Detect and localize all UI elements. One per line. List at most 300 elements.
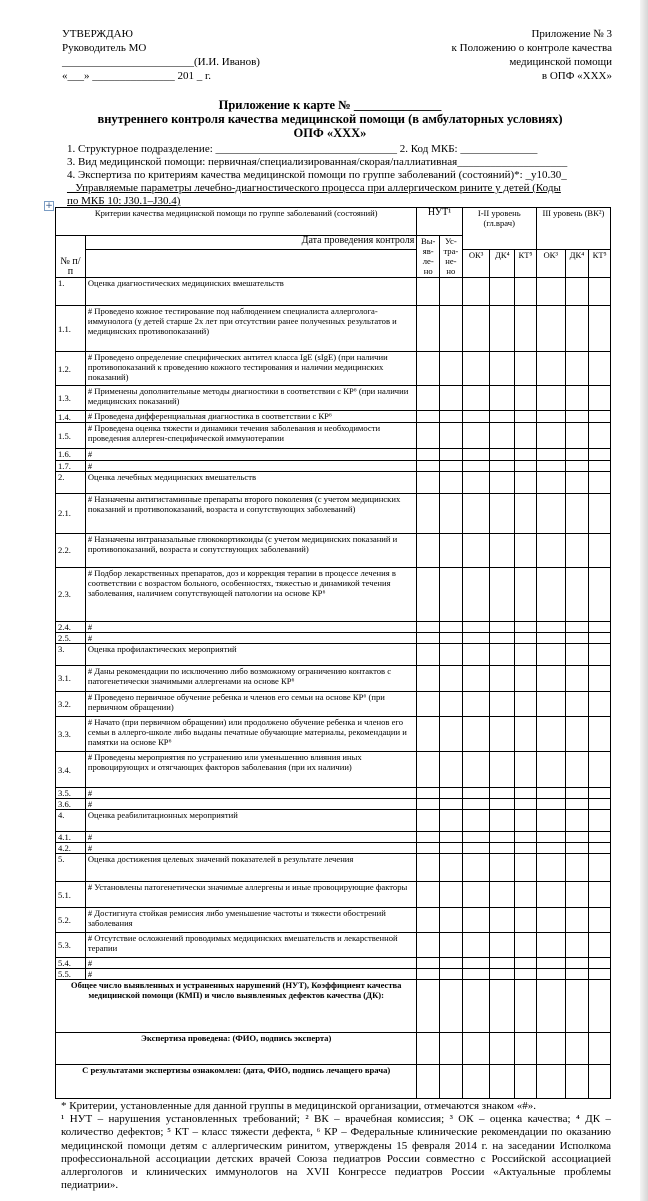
row-number: 2.2. (56, 533, 86, 567)
mark-cell[interactable] (490, 832, 515, 843)
mark-cell[interactable] (490, 1064, 515, 1098)
mark-cell[interactable] (490, 423, 515, 449)
mark-cell[interactable] (515, 843, 537, 854)
mark-cell[interactable] (462, 460, 490, 471)
mark-cell[interactable] (462, 352, 490, 386)
mark-cell[interactable] (490, 632, 515, 643)
criteria-header: Критерии качества медицинской помощи по группе заболеваний (состояний) (56, 208, 417, 236)
mark-cell[interactable] (440, 449, 463, 460)
mark-cell[interactable] (490, 471, 515, 493)
mark-cell[interactable] (440, 691, 463, 716)
mark-cell[interactable] (565, 691, 589, 716)
mark-cell[interactable] (565, 1064, 589, 1098)
mark-cell[interactable] (490, 691, 515, 716)
mark-cell[interactable] (515, 980, 537, 1032)
mark-cell[interactable] (462, 810, 490, 832)
mark-cell[interactable] (565, 958, 589, 969)
mark-cell[interactable] (440, 958, 463, 969)
mark-cell[interactable] (417, 471, 440, 493)
mark-cell[interactable] (440, 716, 463, 751)
mark-cell[interactable] (536, 980, 565, 1032)
mark-cell[interactable] (565, 306, 589, 352)
row-number: 3.1. (56, 665, 86, 691)
mark-cell[interactable] (589, 933, 611, 958)
mark-cell[interactable] (440, 933, 463, 958)
mark-cell[interactable] (440, 386, 463, 411)
mark-cell[interactable] (417, 386, 440, 411)
mark-cell[interactable] (536, 632, 565, 643)
mark-cell[interactable] (565, 278, 589, 306)
mark-cell[interactable] (565, 665, 589, 691)
mark-cell[interactable] (417, 1032, 440, 1064)
mark-cell[interactable] (589, 449, 611, 460)
mark-cell[interactable] (417, 493, 440, 533)
mark-cell[interactable] (462, 1032, 490, 1064)
mark-cell[interactable] (462, 933, 490, 958)
mark-cell[interactable] (536, 958, 565, 969)
mark-cell[interactable] (417, 533, 440, 567)
mark-cell[interactable] (440, 460, 463, 471)
mark-cell[interactable] (462, 423, 490, 449)
mark-cell[interactable] (462, 854, 490, 882)
row-number: 1.1. (56, 306, 86, 352)
mark-cell[interactable] (515, 799, 537, 810)
mark-cell[interactable] (490, 278, 515, 306)
mark-cell[interactable] (589, 471, 611, 493)
mark-cell[interactable] (565, 854, 589, 882)
mark-cell[interactable] (565, 567, 589, 621)
mark-cell[interactable] (565, 832, 589, 843)
mark-cell[interactable] (515, 567, 537, 621)
section-title: Оценка реабилитационных мероприятий (85, 810, 417, 832)
mark-cell[interactable] (490, 752, 515, 788)
mark-cell[interactable] (589, 843, 611, 854)
mark-cell[interactable] (417, 969, 440, 980)
mark-cell[interactable] (565, 1032, 589, 1064)
mark-cell[interactable] (515, 493, 537, 533)
mark-cell[interactable] (462, 567, 490, 621)
criteria-row (56, 908, 611, 933)
mark-cell[interactable] (536, 493, 565, 533)
mark-cell[interactable] (536, 1032, 565, 1064)
mark-cell[interactable] (417, 958, 440, 969)
mark-cell[interactable] (490, 567, 515, 621)
mark-cell[interactable] (440, 567, 463, 621)
mark-cell[interactable] (536, 567, 565, 621)
mark-cell[interactable] (589, 278, 611, 306)
mark-cell[interactable] (417, 933, 440, 958)
mark-cell[interactable] (417, 621, 440, 632)
mark-cell[interactable] (589, 1064, 611, 1098)
mark-cell[interactable] (565, 843, 589, 854)
mark-cell[interactable] (440, 632, 463, 643)
mark-cell[interactable] (515, 1032, 537, 1064)
mark-cell[interactable] (589, 832, 611, 843)
mark-cell[interactable] (589, 882, 611, 908)
row-number: 2.4. (56, 621, 86, 632)
mark-cell[interactable] (462, 788, 490, 799)
mark-cell[interactable] (440, 788, 463, 799)
mark-cell[interactable] (536, 423, 565, 449)
mark-cell[interactable] (490, 716, 515, 751)
mark-cell[interactable] (565, 423, 589, 449)
mark-cell[interactable] (440, 980, 463, 1032)
mark-cell[interactable] (490, 411, 515, 423)
mark-cell[interactable] (440, 799, 463, 810)
mark-cell[interactable] (417, 854, 440, 882)
mark-cell[interactable] (440, 493, 463, 533)
mark-cell[interactable] (515, 969, 537, 980)
mark-cell[interactable] (490, 460, 515, 471)
criterion-text: # (85, 958, 417, 969)
mark-cell[interactable] (440, 471, 463, 493)
mark-cell[interactable] (515, 788, 537, 799)
mark-cell[interactable] (462, 958, 490, 969)
criterion-text: # (85, 449, 417, 460)
mark-cell[interactable] (490, 882, 515, 908)
mark-cell[interactable] (565, 493, 589, 533)
mark-cell[interactable] (490, 386, 515, 411)
mark-cell[interactable] (440, 621, 463, 632)
mark-cell[interactable] (440, 423, 463, 449)
mark-cell[interactable] (417, 643, 440, 665)
mark-cell[interactable] (462, 882, 490, 908)
mark-cell[interactable] (515, 306, 537, 352)
mark-cell[interactable] (462, 980, 490, 1032)
mark-cell[interactable] (462, 386, 490, 411)
mark-cell[interactable] (565, 643, 589, 665)
mark-cell[interactable] (589, 460, 611, 471)
summary-total: Общее число выявленных и устраненных нарушений (НУТ), Коэффициент качества медицинской помощи (КМП) и число выявленных дефектов качества (ДК): (56, 980, 417, 1032)
mark-cell[interactable] (515, 386, 537, 411)
mark-cell[interactable] (565, 788, 589, 799)
mark-cell[interactable] (417, 832, 440, 843)
mark-cell[interactable] (589, 788, 611, 799)
mark-cell[interactable] (462, 411, 490, 423)
mark-cell[interactable] (515, 810, 537, 832)
mark-cell[interactable] (462, 621, 490, 632)
mark-cell[interactable] (536, 665, 565, 691)
mark-cell[interactable] (490, 643, 515, 665)
mark-cell[interactable] (417, 567, 440, 621)
row-number: 3.5. (56, 788, 86, 799)
row-number: 5. (56, 854, 86, 882)
mark-cell[interactable] (490, 788, 515, 799)
criterion-text: # (85, 832, 417, 843)
criterion-text: # (85, 843, 417, 854)
mark-cell[interactable] (589, 1032, 611, 1064)
mark-cell[interactable] (565, 799, 589, 810)
mark-cell[interactable] (565, 411, 589, 423)
mark-cell[interactable] (440, 908, 463, 933)
mark-cell[interactable] (565, 882, 589, 908)
mark-cell[interactable] (565, 352, 589, 386)
mark-cell[interactable] (536, 882, 565, 908)
mark-cell[interactable] (536, 278, 565, 306)
mark-cell[interactable] (589, 958, 611, 969)
mark-cell[interactable] (490, 533, 515, 567)
mark-cell[interactable] (417, 306, 440, 352)
mark-cell[interactable] (490, 854, 515, 882)
mark-cell[interactable] (536, 533, 565, 567)
mark-cell[interactable] (462, 632, 490, 643)
date-line: «___» _______________ 201 _ г. (62, 70, 212, 82)
mark-cell[interactable] (490, 799, 515, 810)
mark-cell[interactable] (589, 799, 611, 810)
mark-cell[interactable] (536, 411, 565, 423)
mark-cell[interactable] (417, 665, 440, 691)
mark-cell[interactable] (462, 306, 490, 352)
mark-cell[interactable] (462, 752, 490, 788)
criteria-row (56, 958, 611, 969)
mark-cell[interactable] (515, 621, 537, 632)
mark-cell[interactable] (536, 843, 565, 854)
mark-cell[interactable] (490, 958, 515, 969)
mark-cell[interactable] (417, 882, 440, 908)
mark-cell[interactable] (462, 716, 490, 751)
mark-cell[interactable] (589, 567, 611, 621)
mark-cell[interactable] (462, 832, 490, 843)
mark-cell[interactable] (589, 306, 611, 352)
mark-cell[interactable] (536, 969, 565, 980)
mark-cell[interactable] (440, 352, 463, 386)
mark-cell[interactable] (565, 810, 589, 832)
mark-cell[interactable] (515, 882, 537, 908)
summary-total-row (56, 980, 611, 1032)
mark-cell[interactable] (589, 752, 611, 788)
mark-cell[interactable] (565, 533, 589, 567)
approval-block (62, 27, 260, 83)
mark-cell[interactable] (440, 411, 463, 423)
mark-cell[interactable] (462, 278, 490, 306)
mark-cell[interactable] (417, 788, 440, 799)
mark-cell[interactable] (490, 352, 515, 386)
mark-cell[interactable] (490, 933, 515, 958)
mark-cell[interactable] (565, 386, 589, 411)
mark-cell[interactable] (490, 306, 515, 352)
detected-header: Вы-яв-ле-но (417, 236, 440, 278)
mark-cell[interactable] (440, 854, 463, 882)
mark-cell[interactable] (462, 691, 490, 716)
criteria-row (56, 882, 611, 908)
mark-cell[interactable] (417, 278, 440, 306)
mark-cell[interactable] (462, 969, 490, 980)
mark-cell[interactable] (417, 752, 440, 788)
mark-cell[interactable] (417, 691, 440, 716)
window-edge (640, 0, 648, 1201)
mark-cell[interactable] (515, 958, 537, 969)
mark-cell[interactable] (440, 843, 463, 854)
row-number: 1.6. (56, 449, 86, 460)
mark-cell[interactable] (515, 533, 537, 567)
mark-cell[interactable] (565, 632, 589, 643)
mark-cell[interactable] (462, 533, 490, 567)
section-row (56, 854, 611, 882)
kt-header-1: КТ⁵ (515, 250, 537, 278)
mark-cell[interactable] (515, 411, 537, 423)
mark-cell[interactable] (440, 882, 463, 908)
mark-cell[interactable] (589, 632, 611, 643)
mark-cell[interactable] (417, 449, 440, 460)
mark-cell[interactable] (515, 449, 537, 460)
mark-cell[interactable] (417, 980, 440, 1032)
mark-cell[interactable] (417, 843, 440, 854)
mark-cell[interactable] (536, 752, 565, 788)
mark-cell[interactable] (515, 716, 537, 751)
mark-cell[interactable] (565, 621, 589, 632)
mark-cell[interactable] (440, 306, 463, 352)
mark-cell[interactable] (536, 621, 565, 632)
field-structural-unit: 1. Структурное подразделение: _________________________________ 2. Код МКБ: ______________ (67, 143, 538, 155)
mark-cell[interactable] (536, 1064, 565, 1098)
mark-cell[interactable] (536, 471, 565, 493)
mark-cell[interactable] (565, 980, 589, 1032)
mark-cell[interactable] (440, 643, 463, 665)
mark-cell[interactable] (565, 471, 589, 493)
mark-cell[interactable] (515, 752, 537, 788)
mark-cell[interactable] (536, 799, 565, 810)
mark-cell[interactable] (462, 493, 490, 533)
mark-cell[interactable] (515, 460, 537, 471)
mark-cell[interactable] (417, 352, 440, 386)
mark-cell[interactable] (440, 810, 463, 832)
mark-cell[interactable] (417, 716, 440, 751)
mark-cell[interactable] (565, 716, 589, 751)
mark-cell[interactable] (515, 908, 537, 933)
mark-cell[interactable] (462, 471, 490, 493)
mark-cell[interactable] (589, 423, 611, 449)
mark-cell[interactable] (589, 411, 611, 423)
mark-cell[interactable] (565, 908, 589, 933)
mark-cell[interactable] (565, 933, 589, 958)
mark-cell[interactable] (417, 460, 440, 471)
mark-cell[interactable] (490, 980, 515, 1032)
mark-cell[interactable] (589, 621, 611, 632)
mark-cell[interactable] (462, 1064, 490, 1098)
mark-cell[interactable] (536, 352, 565, 386)
mark-cell[interactable] (440, 969, 463, 980)
mark-cell[interactable] (417, 411, 440, 423)
mark-cell[interactable] (490, 810, 515, 832)
mark-cell[interactable] (417, 632, 440, 643)
mark-cell[interactable] (490, 969, 515, 980)
mark-cell[interactable] (490, 493, 515, 533)
mark-cell[interactable] (536, 933, 565, 958)
mark-cell[interactable] (440, 1032, 463, 1064)
mark-cell[interactable] (536, 832, 565, 843)
mark-cell[interactable] (565, 460, 589, 471)
mark-cell[interactable] (440, 1064, 463, 1098)
mark-cell[interactable] (565, 752, 589, 788)
mark-cell[interactable] (589, 665, 611, 691)
mark-cell[interactable] (490, 449, 515, 460)
mark-cell[interactable] (515, 423, 537, 449)
mark-cell[interactable] (589, 643, 611, 665)
mark-cell[interactable] (536, 810, 565, 832)
mark-cell[interactable] (417, 423, 440, 449)
criteria-table (55, 207, 611, 1099)
mark-cell[interactable] (515, 854, 537, 882)
mark-cell[interactable] (515, 643, 537, 665)
mark-cell[interactable] (536, 643, 565, 665)
mark-cell[interactable] (589, 969, 611, 980)
mark-cell[interactable] (515, 471, 537, 493)
mark-cell[interactable] (490, 908, 515, 933)
mark-cell[interactable] (417, 1064, 440, 1098)
mark-cell[interactable] (462, 843, 490, 854)
mark-cell[interactable] (589, 533, 611, 567)
mark-cell[interactable] (536, 306, 565, 352)
mark-cell[interactable] (417, 810, 440, 832)
date-input-cell[interactable] (85, 250, 417, 278)
mark-cell[interactable] (462, 665, 490, 691)
mark-cell[interactable] (515, 1064, 537, 1098)
mark-cell[interactable] (589, 810, 611, 832)
mark-cell[interactable] (490, 1032, 515, 1064)
mark-cell[interactable] (490, 843, 515, 854)
mark-cell[interactable] (462, 449, 490, 460)
mark-cell[interactable] (515, 352, 537, 386)
mark-cell[interactable] (440, 752, 463, 788)
row-number: 5.1. (56, 882, 86, 908)
mark-cell[interactable] (589, 352, 611, 386)
mark-cell[interactable] (589, 980, 611, 1032)
mark-cell[interactable] (536, 716, 565, 751)
mark-cell[interactable] (536, 691, 565, 716)
field-care-type: 3. Вид медицинской помощи: первичная/специализированная/скорая/паллиативная____________________ (67, 156, 568, 168)
mark-cell[interactable] (515, 832, 537, 843)
mark-cell[interactable] (536, 460, 565, 471)
mark-cell[interactable] (440, 832, 463, 843)
criterion-text: # Проведена дифференциальная диагностика в соответствии с КР⁶ (85, 411, 417, 423)
mark-cell[interactable] (417, 908, 440, 933)
mark-cell[interactable] (440, 533, 463, 567)
mark-cell[interactable] (589, 716, 611, 751)
mark-cell[interactable] (515, 632, 537, 643)
row-number: 5.5. (56, 969, 86, 980)
mark-cell[interactable] (589, 908, 611, 933)
mark-cell[interactable] (440, 278, 463, 306)
mark-cell[interactable] (589, 691, 611, 716)
mark-cell[interactable] (490, 665, 515, 691)
mark-cell[interactable] (536, 449, 565, 460)
mark-cell[interactable] (490, 621, 515, 632)
table-move-handle-icon[interactable]: + (45, 201, 53, 211)
mark-cell[interactable] (440, 665, 463, 691)
mark-cell[interactable] (536, 386, 565, 411)
mark-cell[interactable] (462, 908, 490, 933)
mark-cell[interactable] (536, 908, 565, 933)
mark-cell[interactable] (515, 933, 537, 958)
mark-cell[interactable] (515, 665, 537, 691)
mark-cell[interactable] (589, 854, 611, 882)
row-number: 3.6. (56, 799, 86, 810)
mark-cell[interactable] (565, 449, 589, 460)
mark-cell[interactable] (565, 969, 589, 980)
mark-cell[interactable] (462, 799, 490, 810)
mark-cell[interactable] (536, 854, 565, 882)
mark-cell[interactable] (462, 643, 490, 665)
mark-cell[interactable] (515, 691, 537, 716)
criterion-text: # (85, 621, 417, 632)
mark-cell[interactable] (589, 493, 611, 533)
mark-cell[interactable] (417, 799, 440, 810)
mark-cell[interactable] (515, 278, 537, 306)
mark-cell[interactable] (589, 386, 611, 411)
row-number: 3.3. (56, 716, 86, 751)
mark-cell[interactable] (536, 788, 565, 799)
dk-header-1: ДК⁴ (490, 250, 515, 278)
